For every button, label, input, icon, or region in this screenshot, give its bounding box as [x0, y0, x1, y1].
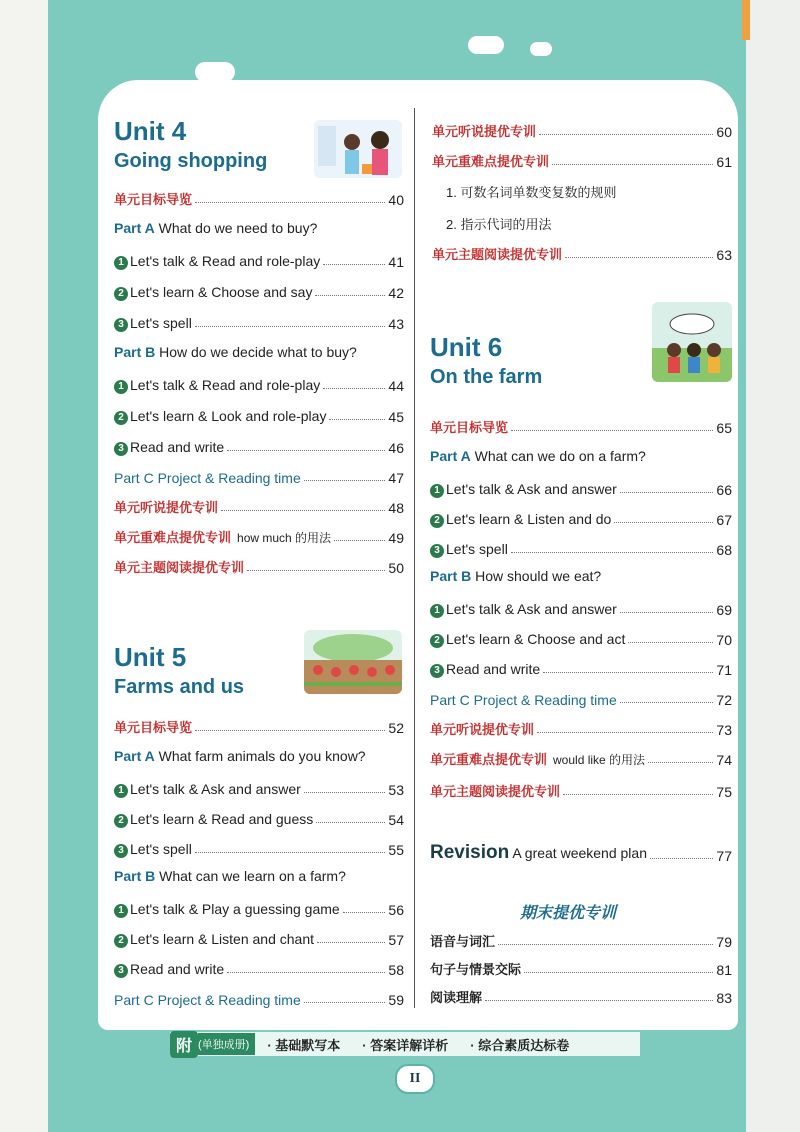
dot-leader [543, 672, 713, 673]
dot-leader [195, 326, 386, 327]
toc-entry[interactable] [430, 686, 732, 708]
toc-entry[interactable] [114, 248, 404, 270]
appendix-item: · 综合素质达标卷 [470, 1037, 570, 1053]
entry-label [430, 601, 617, 618]
dot-leader [323, 388, 385, 389]
dot-leader [227, 972, 385, 973]
entry-text: Let's talk & Ask and answer [446, 481, 617, 497]
entry-label [430, 661, 540, 678]
dot-leader [537, 732, 713, 733]
dot-leader [650, 858, 713, 859]
shopping-illustration [314, 120, 402, 178]
page-number: 50 [388, 560, 404, 576]
dot-leader [195, 202, 385, 203]
dot-leader [323, 264, 385, 265]
entry-label [114, 811, 313, 828]
part-c-label: Part C Project & Reading time [430, 692, 617, 708]
part-b-heading [114, 868, 346, 884]
toc-entry[interactable] [430, 536, 732, 558]
cloud-decoration [195, 62, 235, 82]
part-question: What farm animals do you know? [158, 748, 366, 764]
page-number: 63 [716, 247, 732, 263]
entry-label [114, 315, 192, 332]
entry-text: Let's learn & Read and guess [130, 811, 314, 827]
dot-leader [539, 134, 713, 135]
key-point-1: 1. 可数名词单数变复数的规则 [446, 185, 617, 200]
page-number: 41 [388, 254, 404, 270]
listen-label: 单元听说提优专训 [432, 124, 537, 139]
number-2-icon: 2 [114, 411, 128, 425]
entry-text: Read and write [446, 661, 541, 677]
entry-text: Let's talk & Ask and answer [130, 781, 301, 797]
appendix-badge: 附 [170, 1031, 198, 1058]
dot-leader [511, 552, 714, 553]
dot-leader [227, 450, 385, 451]
key-label: 单元重难点提优专训 [114, 530, 232, 545]
page-edge-tab [742, 0, 750, 40]
page-left-margin [0, 0, 48, 1132]
page-number: 77 [716, 848, 732, 864]
toc-entry[interactable] [114, 986, 404, 1008]
part-question: How do we decide what to buy? [159, 344, 357, 360]
toc-entry[interactable] [114, 403, 404, 425]
number-3-icon: 3 [114, 442, 128, 456]
toc-entry[interactable] [114, 776, 404, 798]
entry-text: Let's spell [446, 541, 508, 557]
part-letter: Part B [114, 868, 156, 884]
entry-text: Read and write [130, 439, 225, 455]
listen-label: 单元听说提优专训 [430, 722, 535, 737]
dot-leader [316, 822, 385, 823]
number-3-icon: 3 [430, 664, 444, 678]
page-number: 81 [716, 962, 732, 978]
toc-entry[interactable] [114, 524, 404, 546]
dot-leader [343, 912, 386, 913]
part-letter: Part B [430, 568, 472, 584]
entry-label [114, 439, 224, 456]
reading-label: 单元主题阅读提优专训 [432, 247, 563, 262]
farm-field-illustration [304, 630, 402, 694]
entry-label [114, 931, 314, 948]
dot-leader [511, 430, 713, 431]
number-1-icon: 1 [430, 604, 444, 618]
entry-text: Let's learn & Listen and chant [130, 931, 315, 947]
page-number: 53 [388, 782, 404, 798]
entry-text: Let's talk & Play a guessing game [130, 901, 340, 917]
listen-label: 单元听说提优专训 [114, 500, 219, 515]
dot-leader [648, 762, 713, 763]
part-c-label: Part C Project & Reading time [114, 470, 301, 486]
entry-label [114, 781, 301, 798]
appendix-item: · 答案详解详析 [362, 1037, 449, 1053]
toc-entry[interactable] [430, 656, 732, 678]
dot-leader [315, 295, 385, 296]
entry-label [430, 541, 508, 558]
page-number: 59 [388, 992, 404, 1008]
toc-entry[interactable] [430, 984, 732, 1006]
toc-entry[interactable] [114, 494, 404, 516]
toc-entry[interactable] [114, 926, 404, 948]
page-number: 46 [388, 440, 404, 456]
dot-leader [334, 540, 385, 541]
entry-text: Let's learn & Look and role-play [130, 408, 327, 424]
page-number: 57 [388, 932, 404, 948]
page-number: 56 [388, 902, 404, 918]
page-number: 83 [716, 990, 732, 1006]
number-1-icon: 1 [114, 904, 128, 918]
page-number: 58 [388, 962, 404, 978]
page-number: 42 [388, 285, 404, 301]
number-1-icon: 1 [114, 256, 128, 270]
part-letter: Part B [114, 344, 156, 360]
toc-entry[interactable] [114, 896, 404, 918]
page-number: 70 [716, 632, 732, 648]
entry-label [430, 631, 625, 648]
number-1-icon: 1 [114, 784, 128, 798]
toc-entry[interactable] [432, 118, 732, 140]
dot-leader [620, 612, 714, 613]
entry-text: Let's learn & Choose and act [446, 631, 626, 647]
part-a-heading [430, 448, 646, 464]
toc-entry[interactable] [432, 148, 732, 170]
toc-entry[interactable] [432, 241, 732, 263]
unit-6-title: On the farm [430, 366, 543, 388]
page-number: 61 [716, 154, 732, 170]
entry-text: Let's learn & Choose and say [130, 284, 313, 300]
toc-entry[interactable] [430, 476, 732, 498]
entry-text: Let's talk & Read and role-play [130, 377, 321, 393]
toc-entry[interactable] [430, 716, 732, 738]
revision-word: Revision [430, 842, 510, 863]
part-question: How should we eat? [475, 568, 602, 584]
entry-text: Let's talk & Read and role-play [130, 253, 321, 269]
page-number: 69 [716, 602, 732, 618]
toc-entry[interactable] [114, 279, 404, 301]
dot-leader [329, 419, 385, 420]
key-topic: would like 的用法 [553, 753, 646, 767]
entry-label [430, 511, 611, 528]
number-3-icon: 3 [114, 318, 128, 332]
page-number: 65 [716, 420, 732, 436]
dot-leader [565, 257, 713, 258]
page-number: 49 [388, 530, 404, 546]
page-number: 73 [716, 722, 732, 738]
number-2-icon: 2 [430, 514, 444, 528]
unit-6-number: Unit 6 [430, 332, 503, 362]
cloud-decoration [468, 36, 504, 54]
goal-label: 单元目标导览 [430, 420, 509, 435]
part-letter: Part A [430, 448, 471, 464]
cloud-decoration [530, 42, 552, 56]
part-letter: Part A [114, 748, 155, 764]
dot-leader [304, 792, 386, 793]
toc-entry[interactable] [430, 778, 732, 800]
page-number: 47 [388, 470, 404, 486]
reading-label: 单元主题阅读提优专训 [114, 560, 245, 575]
part-a-heading [114, 220, 317, 236]
page-number: 48 [388, 500, 404, 516]
part-b-heading [430, 568, 601, 584]
page-number: 72 [716, 692, 732, 708]
toc-entry[interactable] [430, 414, 732, 436]
dot-leader [628, 642, 713, 643]
toc-entry[interactable] [114, 714, 404, 736]
entry-label [114, 841, 192, 858]
part-question: What can we learn on a farm? [159, 868, 346, 884]
dot-leader [195, 852, 386, 853]
toc-entry[interactable] [430, 506, 732, 528]
part-question: What can we do on a farm? [474, 448, 646, 464]
dot-leader [317, 942, 385, 943]
toc-entry[interactable] [114, 464, 404, 486]
page-number: 67 [716, 512, 732, 528]
dot-leader [304, 480, 386, 481]
number-1-icon: 1 [430, 484, 444, 498]
part-b-heading [114, 344, 357, 360]
dot-leader [485, 1000, 713, 1001]
number-2-icon: 2 [114, 814, 128, 828]
toc-entry[interactable] [430, 746, 732, 768]
revision-entry[interactable] [430, 838, 732, 864]
part-c-label: Part C Project & Reading time [114, 992, 301, 1008]
page-number: 60 [716, 124, 732, 140]
appendix-bar [170, 1032, 640, 1056]
entry-label [114, 253, 320, 270]
entry-text: Let's talk & Ask and answer [446, 601, 617, 617]
revision-label [430, 842, 647, 864]
page-right-margin [746, 0, 800, 1132]
appendix-badge-note: (单独成册) [198, 1033, 255, 1055]
toc-entry[interactable] [114, 186, 404, 208]
part-a-heading [114, 748, 366, 764]
entry-text: Let's spell [130, 841, 192, 857]
final-item-label: 语音与词汇 [430, 934, 496, 949]
reading-label: 单元主题阅读提优专训 [430, 784, 561, 799]
page-number: 45 [388, 409, 404, 425]
toc-entry[interactable] [114, 806, 404, 828]
entry-label [114, 961, 224, 978]
page-number: 43 [388, 316, 404, 332]
dot-leader [563, 794, 713, 795]
toc-entry[interactable] [114, 956, 404, 978]
final-section-title: 期末提优专训 [520, 905, 617, 922]
key-label: 单元重难点提优专训 [432, 154, 550, 169]
page-number: 71 [716, 662, 732, 678]
dot-leader [195, 730, 385, 731]
farm-children-illustration [652, 302, 732, 382]
key-label: 单元重难点提优专训 [430, 752, 548, 767]
toc-entry[interactable] [114, 434, 404, 456]
page-number: 40 [388, 192, 404, 208]
key-point-2: 2. 指示代词的用法 [446, 217, 552, 232]
entry-label [114, 377, 320, 394]
toc-entry[interactable] [114, 554, 404, 576]
unit-4-number: Unit 4 [114, 116, 187, 146]
page-number: 68 [716, 542, 732, 558]
number-3-icon: 3 [114, 964, 128, 978]
page-number: 75 [716, 784, 732, 800]
column-divider [414, 108, 415, 1008]
toc-entry[interactable] [114, 310, 404, 332]
dot-leader [620, 492, 714, 493]
toc-entry[interactable] [430, 626, 732, 648]
page-number: 74 [716, 752, 732, 768]
page-number: 55 [388, 842, 404, 858]
revision-topic: A great weekend plan [512, 845, 647, 861]
number-2-icon: 2 [114, 934, 128, 948]
dot-leader [620, 702, 714, 703]
part-letter: Part A [114, 220, 155, 236]
toc-entry[interactable] [430, 596, 732, 618]
number-3-icon: 3 [430, 544, 444, 558]
number-3-icon: 3 [114, 844, 128, 858]
final-item-label: 阅读理解 [430, 990, 483, 1005]
unit-5-number: Unit 5 [114, 642, 187, 672]
page-number-badge: II [395, 1064, 435, 1094]
entry-text: Let's spell [130, 315, 192, 331]
toc-entry[interactable] [114, 372, 404, 394]
dot-leader [221, 510, 385, 511]
part-question: What do we need to buy? [158, 220, 318, 236]
number-2-icon: 2 [114, 287, 128, 301]
goal-label: 单元目标导览 [114, 192, 193, 207]
number-1-icon: 1 [114, 380, 128, 394]
dot-leader [304, 1002, 386, 1003]
unit-5-title: Farms and us [114, 676, 245, 698]
key-topic: how much 的用法 [237, 531, 332, 545]
dot-leader [247, 570, 385, 571]
entry-text: Let's learn & Listen and do [446, 511, 612, 527]
number-2-icon: 2 [430, 634, 444, 648]
page-number: 52 [388, 720, 404, 736]
page-number: 66 [716, 482, 732, 498]
dot-leader [552, 164, 713, 165]
dot-leader [498, 944, 713, 945]
toc-entry[interactable] [430, 928, 732, 950]
entry-label [114, 284, 312, 301]
toc-entry[interactable] [114, 836, 404, 858]
entry-text: Read and write [130, 961, 225, 977]
entry-label [430, 481, 617, 498]
goal-label: 单元目标导览 [114, 720, 193, 735]
page-number: 79 [716, 934, 732, 950]
page-number: 44 [388, 378, 404, 394]
page-number: 54 [388, 812, 404, 828]
appendix-item: · 基础默写本 [267, 1037, 341, 1053]
unit-4-title: Going shopping [114, 150, 268, 172]
final-item-label: 句子与情景交际 [430, 962, 522, 977]
entry-label [114, 408, 326, 425]
dot-leader [614, 522, 713, 523]
entry-label [114, 901, 340, 918]
dot-leader [524, 972, 713, 973]
toc-entry[interactable] [430, 956, 732, 978]
